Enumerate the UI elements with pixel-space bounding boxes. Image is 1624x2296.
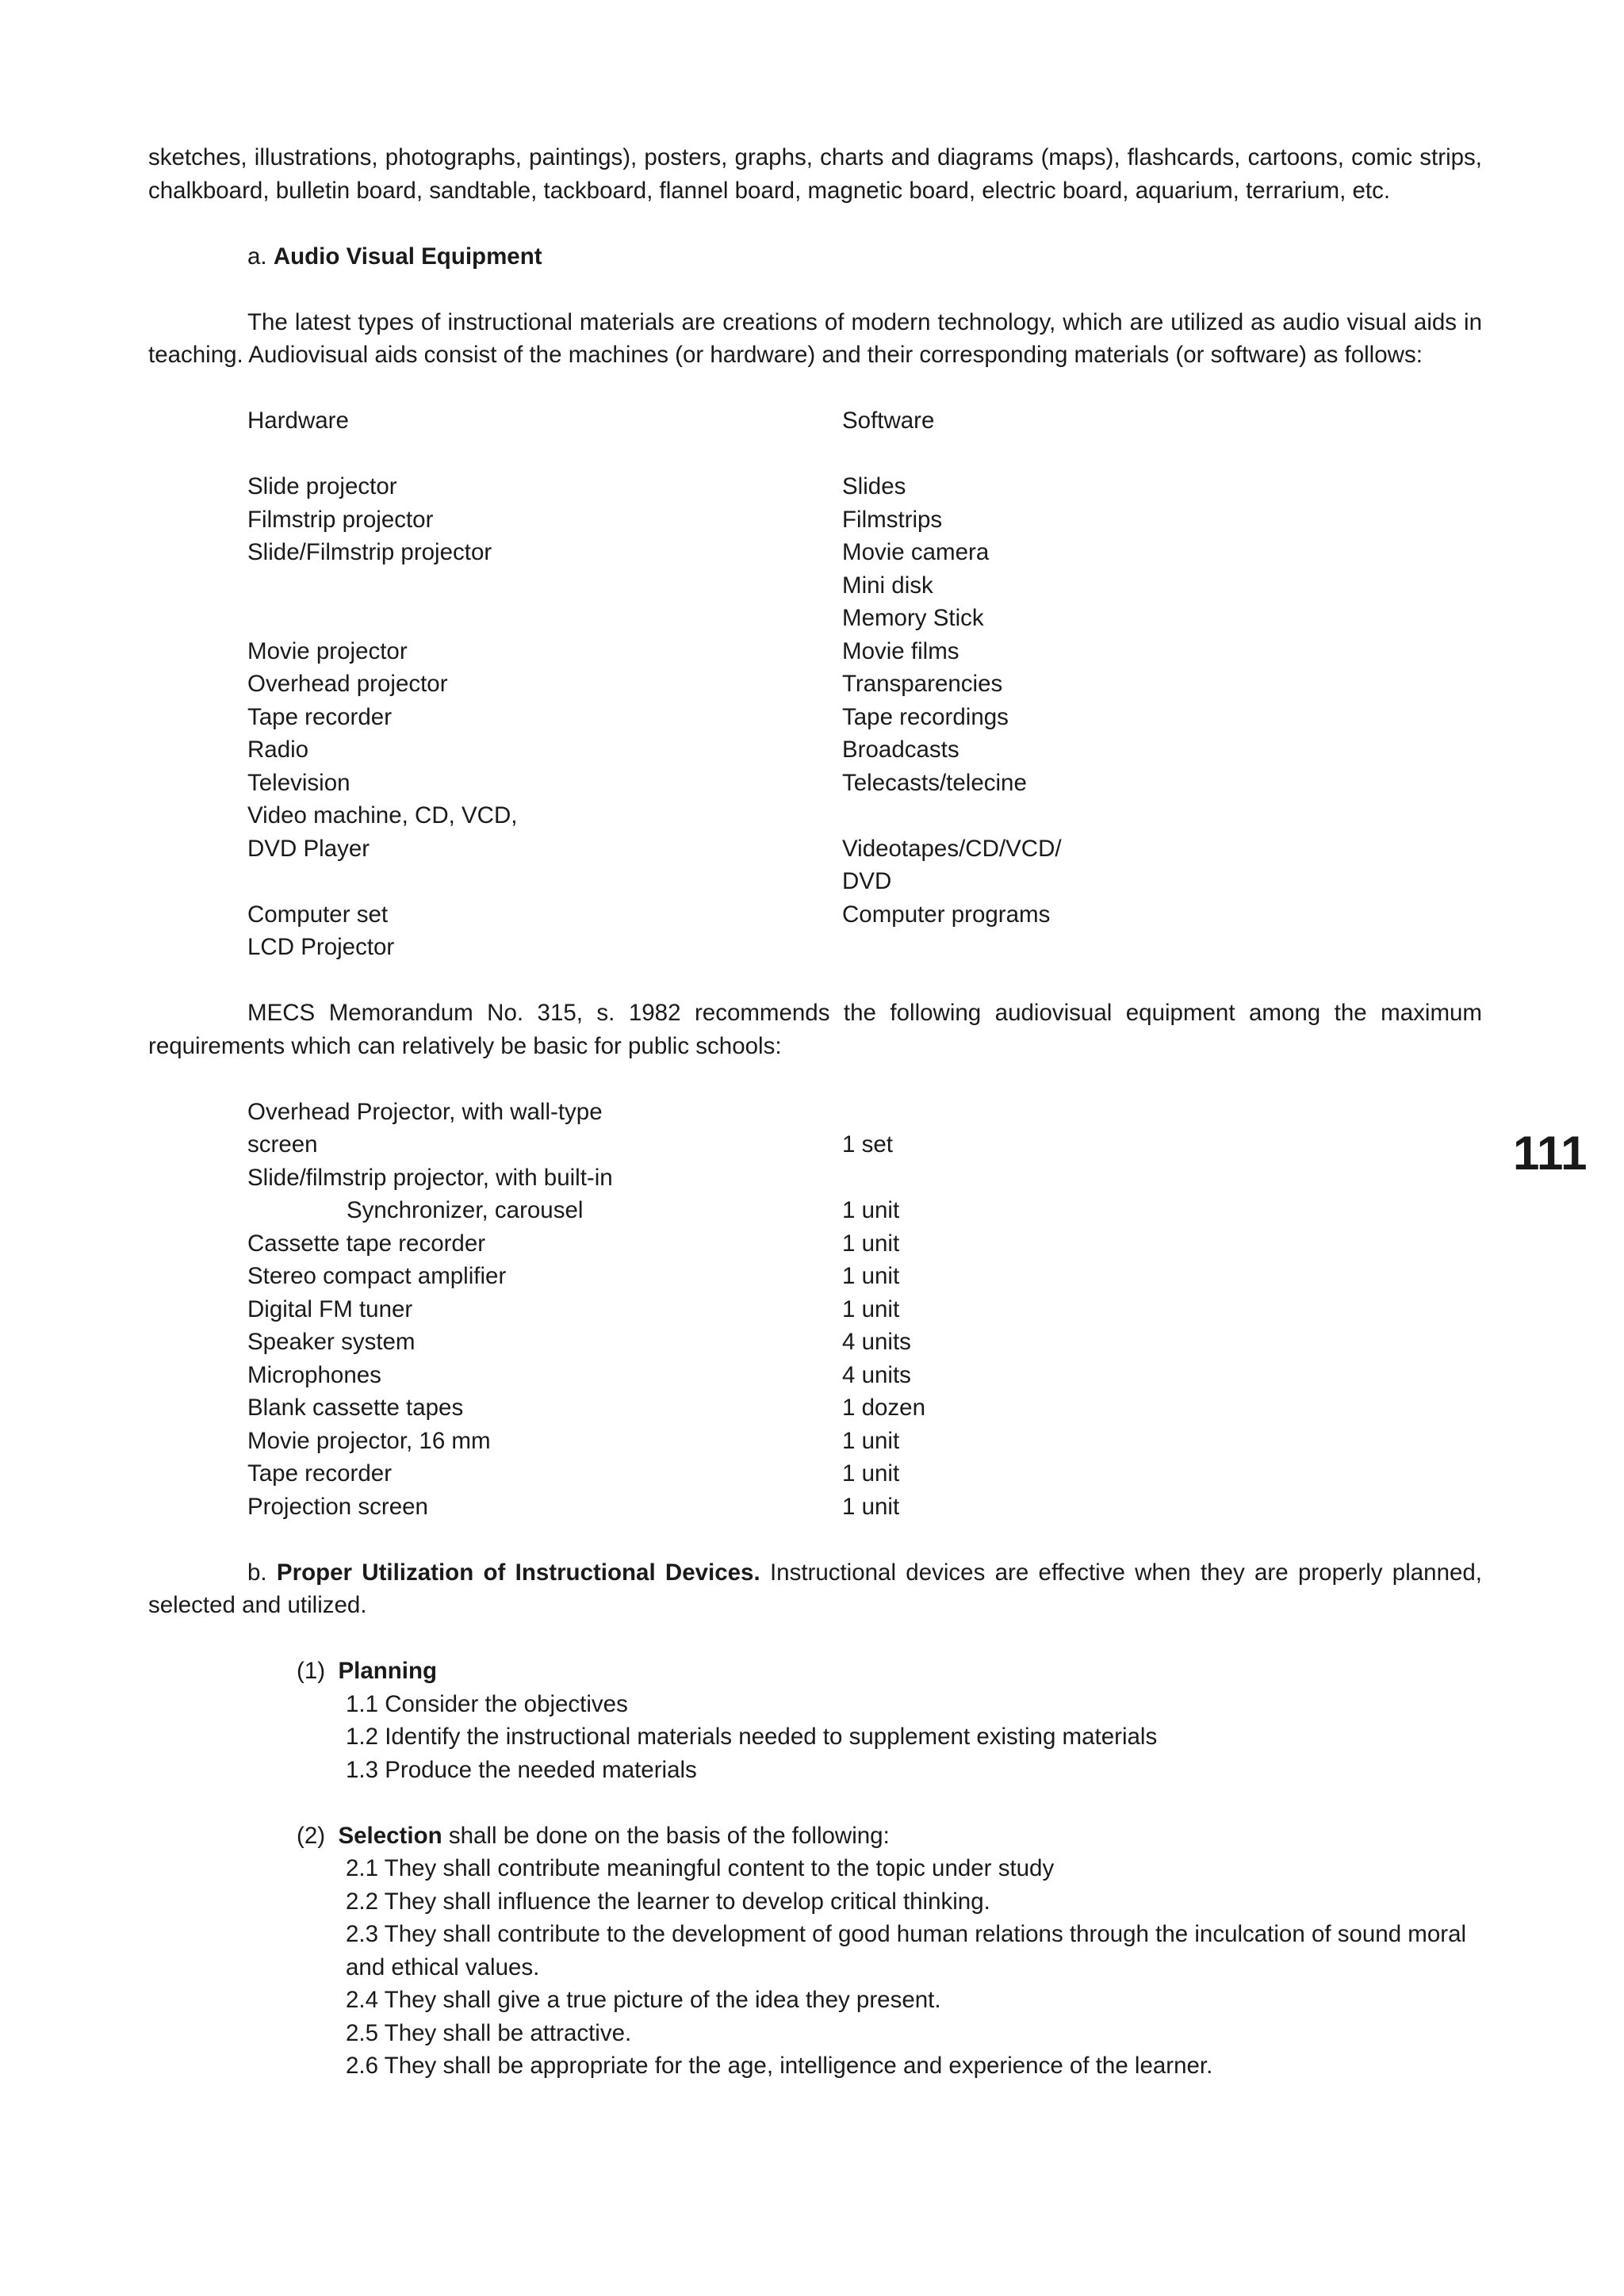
row-item-cell: Tape recorder [247,1460,393,1487]
row-value-cell [842,931,1482,964]
row-item-cell: Overhead Projector, with wall-type [247,1098,603,1125]
table-row [148,832,1482,866]
row-value-cell [842,799,1482,832]
row-item-cell: Television [247,769,350,796]
row-value-cell: Transparencies [842,671,1003,697]
list-item: 1.3 Produce the needed materials [346,1756,697,1783]
row-value-cell: Movie films [842,637,959,664]
section-b-text: Instructional devices are effective when they are properly planned, selected and utilized. [148,1559,1482,1618]
section-a-paragraph: The latest types of instructional materials are creations of modern technology, which are utilized as audio visual aids in teaching. Audiovisual aids consist of the machines (or hardware) and their corresponding materials (or software) as follows: [148,308,1482,368]
table-row [148,635,1482,668]
row-item-cell: Slide projector [247,473,397,499]
planning-list [297,1688,1482,1787]
row-value-cell: 1 unit [842,1230,900,1257]
row-item-cell: Speaker system [247,1329,416,1355]
table-row [148,1293,1482,1326]
row-item-cell [148,602,842,635]
row-value-cell: 1 unit [842,1263,900,1289]
table-row [148,1359,1482,1392]
list-item: 2.1 They shall contribute meaningful content to the topic under study [346,1855,1055,1881]
table-row [148,1391,1482,1425]
table-row [148,931,1482,964]
table-row [148,1326,1482,1359]
row-item-cell: Slide/Filmstrip projector [247,539,492,565]
row-value-cell [842,1096,1482,1129]
row-item-cell: Computer set [247,901,389,928]
hardware-header: Hardware [247,408,349,434]
mecs-paragraph: MECS Memorandum No. 315, s. 1982 recommends the following audiovisual equipment among the maximum requirements which can relatively be basic for public schools: [148,1000,1482,1059]
list-item: 2.5 They shall be attractive. [346,2019,632,2046]
selection-heading [297,1820,1482,1853]
equipment-list [148,1096,1482,1524]
row-item-cell: Digital FM tuner [247,1295,413,1322]
section-a-prefix: a. [247,243,267,270]
row-item-cell: Synchronizer, carousel [347,1197,584,1223]
table-row [148,569,1482,603]
row-value-cell: Memory Stick [842,605,984,631]
page-number: 111 [1513,1127,1588,1180]
table-row [148,733,1482,767]
row-item-cell: Stereo compact amplifier [247,1263,507,1289]
hardware-software-table [148,404,1482,964]
row-item-cell [148,865,842,898]
row-value-cell: Mini disk [842,572,933,599]
list-item: 1.2 Identify the instructional materials needed to supplement existing materials [346,1724,1158,1750]
row-value-cell: Computer programs [842,901,1051,928]
row-value-cell: Videotapes/CD/VCD/ [842,835,1062,862]
table-row [148,865,1482,898]
page-content [148,141,1482,2083]
row-value-cell: 4 units [842,1329,911,1355]
table-row [148,668,1482,701]
table-row [148,602,1482,635]
row-item-cell: Tape recorder [247,703,393,730]
selection-block [148,1820,1482,2083]
row-value-cell: Filmstrips [842,506,943,533]
row-item-cell: Movie projector [247,637,408,664]
list-item: 2.6 They shall be appropriate for the age, intelligence and experience of the learner. [346,2053,1213,2079]
table-row [148,503,1482,537]
row-value-cell: 1 dozen [842,1395,925,1421]
row-item-cell: Microphones [247,1361,381,1388]
row-value-cell: Slides [842,473,906,499]
row-value-cell: 1 unit [842,1493,900,1520]
section-a-heading [148,240,1482,274]
planning-number: (1) [297,1658,326,1684]
section-a-title: Audio Visual Equipment [273,243,542,270]
table-row [148,701,1482,734]
row-item-cell: DVD Player [247,835,370,862]
intro-paragraph: sketches, illustrations, photographs, paintings), posters, graphs, charts and diagrams (maps), flashcards, cartoons, comic strips, chalkboard, bulletin board, sandtable, tackboard, flannel board, magnetic board, electric board, aquarium, terrarium, etc. [148,144,1482,204]
row-value-cell: Movie camera [842,539,990,565]
row-value-cell: DVD [842,868,892,894]
table-row [148,799,1482,832]
table-row [148,1161,1482,1195]
list-item: 2.4 They shall give a true picture of the idea they present. [346,1987,941,2013]
row-item-cell: Movie projector, 16 mm [247,1427,491,1454]
row-item-cell: Slide/filmstrip projector, with built-in [247,1164,613,1191]
table-row [148,1425,1482,1458]
row-value-cell: 4 units [842,1361,911,1388]
row-value-cell: 1 unit [842,1295,900,1322]
row-item-cell: Video machine, CD, VCD, [247,802,518,828]
section-b-prefix: b. [247,1559,267,1586]
list-item: 1.1 Consider the objectives [346,1690,628,1717]
row-item-cell: Blank cassette tapes [247,1395,464,1421]
planning-title: Planning [338,1658,438,1684]
selection-text: shall be done on the basis of the following: [442,1822,890,1849]
list-item: 2.2 They shall influence the learner to develop critical thinking. [346,1888,990,1915]
row-item-cell: Cassette tape recorder [247,1230,486,1257]
row-item-cell [148,569,842,603]
section-b-title: Proper Utilization of Instructional Devices. [276,1559,760,1586]
table-header [148,404,1482,438]
row-value-cell [842,1161,1482,1195]
selection-list [297,1852,1482,2083]
selection-title: Selection [338,1822,442,1849]
row-item-cell: Overhead projector [247,671,448,697]
table-row [148,1260,1482,1293]
table-row [148,1096,1482,1129]
row-value-cell: 1 unit [842,1197,900,1223]
table-row [148,470,1482,503]
table-row [148,1457,1482,1490]
section-b-paragraph [148,1556,1482,1622]
table-row [148,1128,1482,1161]
table-body [148,470,1482,964]
table-row [148,1490,1482,1524]
row-item-cell: Filmstrip projector [247,506,434,533]
selection-number: (2) [297,1822,326,1849]
row-item-cell: screen [247,1131,318,1158]
table-row [148,898,1482,932]
table-row [148,1227,1482,1261]
row-value-cell: Telecasts/telecine [842,769,1027,796]
list-item: 2.3 They shall contribute to the development of good human relations through the inculcation of sound moral and ethical values. [346,1921,1467,1980]
row-value-cell: 1 unit [842,1460,900,1487]
row-item-cell: Radio [247,737,309,763]
planning-heading [297,1655,1482,1688]
row-value-cell: Broadcasts [842,737,959,763]
planning-block [148,1655,1482,1786]
row-value-cell: Tape recordings [842,703,1009,730]
table-row [148,1194,1482,1227]
row-value-cell: 1 unit [842,1427,900,1454]
table-row [148,767,1482,800]
row-item-cell: Projection screen [247,1493,428,1520]
row-item-cell: LCD Projector [247,934,395,960]
software-header: Software [842,408,935,434]
row-value-cell: 1 set [842,1131,893,1158]
table-row [148,536,1482,569]
